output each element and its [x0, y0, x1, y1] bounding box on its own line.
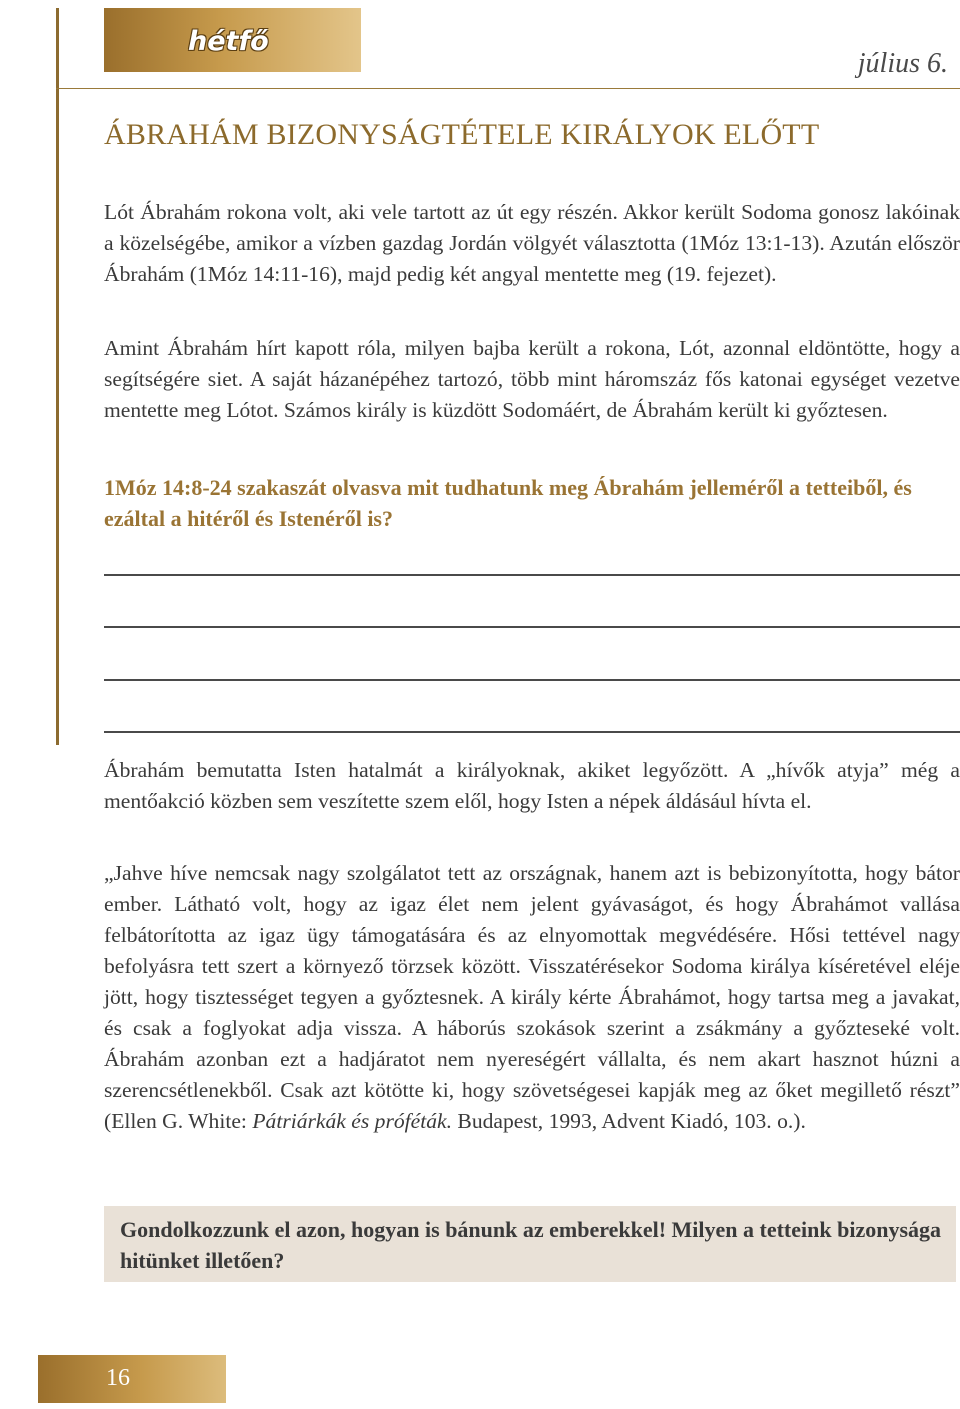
- date-label: július 6.: [857, 48, 948, 79]
- quote-paragraph: [104, 858, 960, 1137]
- day-tab: [104, 8, 361, 72]
- quote-text: „Jahve híve nemcsak nagy szolgálatot tett az országnak, hanem azt is bebizonyította, hogy bátor ember. Látható volt, hogy az igaz élet nem jelent gyávaságot, és hogy Ábrahámot vallása felbátorította az igaz ügy támogatására és az elnyomottak megvédésére. Hősi tettével nagy befolyásra tett szert a környező törzsek között. Visszatérésekor Sodoma királya kíséretével eléje jött, hogy tisztességet tegyen a győztesnek. A király kérte Ábrahámot, hogy tartsa meg a javakat, és csak a foglyokat adja vissza. A háborús szokások szerint a zsákmány a győzteseké volt. Ábrahám azonban ezt a hadjáratot nem nyereségért vállalta, és nem akart hasznot húzni a szerencsétlenekből. Csak azt kötötte ki, hogy szövetségesei kapják meg az őket megillető részt” (Ellen G. White:: [104, 861, 960, 1133]
- page-number: 16: [106, 1365, 130, 1391]
- paragraph-testimony: Ábrahám bemutatta Isten hatalmát a királyoknak, akiket legyőzött. A „hívők atyja” még a mentőakció közben sem veszítette szem elől, hogy Isten a népek áldásául hívta el.: [104, 758, 960, 813]
- header-divider: [56, 88, 960, 89]
- answer-line-3[interactable]: [104, 679, 960, 681]
- day-label: hétfő: [188, 26, 269, 57]
- quote-book-title: Pátriárkák és próféták.: [252, 1109, 453, 1133]
- reflection-box: [104, 1206, 956, 1282]
- reflection-text: Gondolkozzunk el azon, hogyan is bánunk az emberekkel! Milyen a tetteink bizonysága hitünket illetően?: [120, 1217, 942, 1273]
- paragraph-rescue: Amint Ábrahám hírt kapott róla, milyen bajba került a rokona, Lót, azonnal eldöntötte, hogy a segítségére siet. A saját házanépéhez tartozó, több mint háromszáz fős katonai egységet vezetve mentette meg Lótot. Számos király is küzdött Sodomáért, de Ábrahám került ki győztesen.: [104, 336, 960, 422]
- lesson-title: ÁBRAHÁM BIZONYSÁGTÉTELE KIRÁLYOK ELŐTT: [104, 118, 820, 151]
- left-margin-rule: [56, 8, 59, 745]
- study-question: 1Móz 14:8-24 szakaszát olvasva mit tudhatunk meg Ábrahám jelleméről a tetteiből, és ezáltal a hitéről és Istenéről is?: [104, 475, 912, 531]
- answer-line-1[interactable]: [104, 574, 960, 576]
- quote-citation: Budapest, 1993, Advent Kiadó, 103. o.).: [452, 1109, 806, 1133]
- paragraph-intro: Lót Ábrahám rokona volt, aki vele tartott az út egy részén. Akkor került Sodoma gonosz lakóinak a közelségébe, amikor a vízben gazdag Jordán völgyét választotta (1Móz 13:1-13). Azután először Ábrahám (1Móz 14:11-16), majd pedig két angyal mentette meg (19. fejezet).: [104, 200, 960, 286]
- answer-line-2[interactable]: [104, 626, 960, 628]
- page-number-box: [38, 1355, 226, 1403]
- answer-line-4[interactable]: [104, 731, 960, 733]
